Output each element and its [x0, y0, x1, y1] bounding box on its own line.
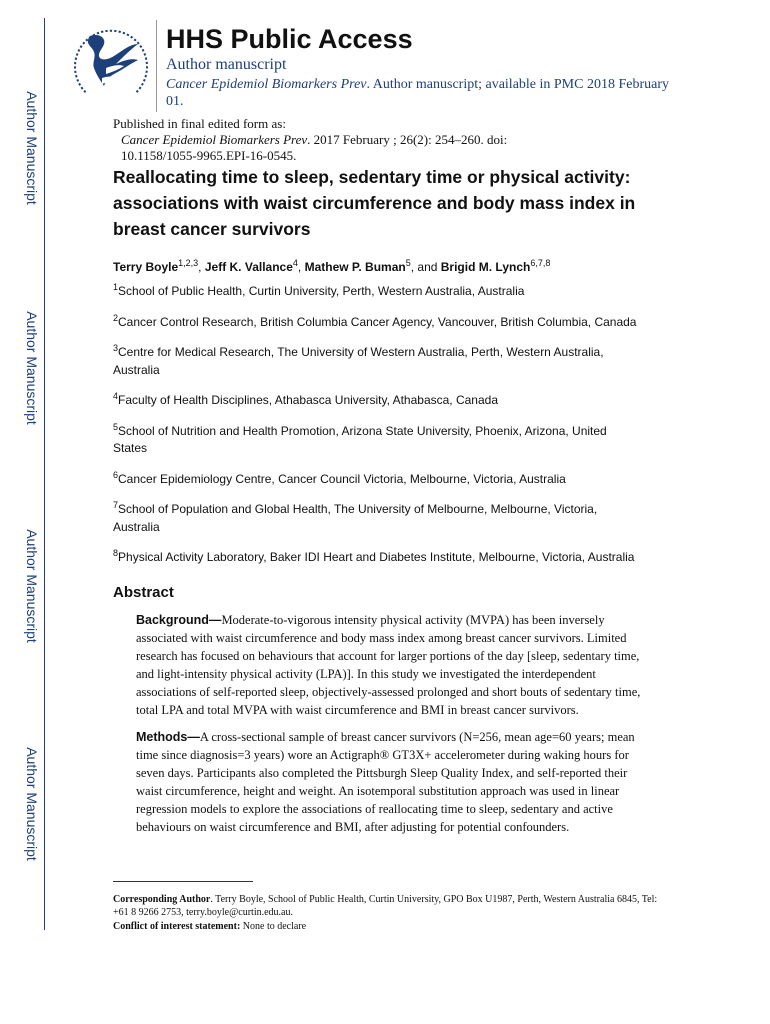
author-affiliation-marker: 5	[405, 258, 411, 268]
affiliation-text: Cancer Epidemiology Centre, Cancer Council Victoria, Melbourne, Victoria, Australia	[118, 471, 566, 486]
author-separator: ,	[297, 260, 305, 274]
abstract-heading: Abstract	[113, 584, 174, 601]
side-label-2: Author Manuscript	[24, 311, 41, 425]
methods-text: A cross-sectional sample of breast cancer survivors (N=256, mean age=60 years; mean time since diagnosis=3 years) wore an Actigraph® GT3X+ accelerometer during waking hours for seven days. Participants also completed the Pittsburgh Sleep Quality Index, and self-reported their waist circumference, height and weight. An isotemporal substitution approach was used in linear regression models to explore the associations of reallocating time to sleep, sedentary and active behaviours on waist circumference and BMI, after adjusting for potential confounders.	[136, 730, 635, 834]
affiliation-text: Faculty of Health Disciplines, Athabasca University, Athabasca, Canada	[118, 393, 498, 407]
citation-line	[113, 132, 673, 148]
availability-text: . Author manuscript; available in PMC 2018 February 01.	[166, 77, 670, 109]
affiliation-list	[113, 279, 643, 576]
conflict-of-interest-note	[113, 920, 673, 933]
affiliation-number: 5	[113, 421, 119, 432]
affiliation-text: Physical Activity Laboratory, Baker IDI Heart and Diabetes Institute, Melbourne, Victoria, Australia	[118, 550, 635, 564]
corresponding-label: Corresponding Author	[113, 894, 211, 905]
abstract-background	[136, 611, 648, 719]
affiliation-text: Centre for Medical Research, The University of Western Australia, Perth, Western Australia, Australia	[113, 345, 604, 377]
author-separator: ,	[198, 260, 205, 274]
header-divider	[156, 20, 157, 112]
author-name: Terry Boyle	[113, 260, 179, 274]
citation-journal: Cancer Epidemiol Biomarkers Prev	[121, 132, 308, 147]
author-name: Brigid M. Lynch	[440, 260, 531, 274]
author-name: Jeff K. Vallance	[204, 260, 293, 274]
affiliation-number: 4	[113, 391, 119, 401]
hhs-logo-icon	[66, 18, 156, 110]
manuscript-availability	[166, 76, 686, 110]
side-label-3: Author Manuscript	[24, 529, 41, 643]
hhs-public-access-title: HHS Public Access	[166, 24, 413, 54]
background-label: Background—	[136, 613, 222, 627]
citation-details: . 2017 February ; 26(2): 254–260. doi:	[307, 132, 508, 147]
corresponding-text: . Terry Boyle, School of Public Health, Curtin University, GPO Box U1987, Perth, Western Australia 6845, Tel: +61 8 9266 2753, terry.boyle@curtin.edu.au.	[113, 894, 658, 918]
conflict-text: None to declare	[240, 921, 307, 932]
affiliation-number: 1	[113, 282, 119, 292]
published-citation	[113, 116, 673, 164]
footnote-divider	[113, 881, 253, 882]
author-list	[113, 258, 713, 274]
background-text: Moderate-to-vigorous intensity physical activity (MVPA) has been inversely associated with waist circumference and body mass index among breast cancer survivors. Limited research has focused on behaviours that account for larger portions of the day [sleep, sedentary time, and light-intensity physical activity (LPA)]. In this study we investigated the interdependent associations of self-reported sleep, objectively-assessed prolonged and short bouts of sedentary time, total LPA and total MVPA with waist circumference and BMI in breast cancer survivors.	[136, 613, 641, 717]
abstract-methods	[136, 728, 648, 836]
affiliation-item	[113, 388, 643, 410]
affiliation-item	[113, 419, 643, 458]
article-title: Reallocating time to sleep, sedentary time or physical activity: associations with waist circumference and body mass index in breast cancer survivors	[113, 167, 636, 239]
affiliation-number: 3	[113, 343, 119, 353]
affiliation-text: School of Public Health, Curtin University, Perth, Western Australia, Australia	[118, 284, 525, 298]
availability-journal: Cancer Epidemiol Biomarkers Prev	[166, 77, 367, 92]
author-separator: , and	[410, 260, 441, 274]
side-rule	[44, 18, 45, 930]
affiliation-text: Cancer Control Research, British Columbia Cancer Agency, Vancouver, British Columbia, Canada	[118, 314, 637, 329]
affiliation-item	[113, 310, 643, 332]
affiliation-item	[113, 279, 643, 301]
conflict-label: Conflict of interest statement:	[113, 921, 241, 932]
affiliation-number: 7	[113, 500, 119, 510]
affiliation-text: School of Population and Global Health, The University of Melbourne, Melbourne, Victoria, Australia	[113, 502, 598, 534]
affiliation-text: School of Nutrition and Health Promotion, Arizona State University, Phoenix, Arizona, United States	[113, 423, 607, 455]
author-affiliation-marker: 4	[292, 258, 298, 268]
affiliation-number: 8	[113, 548, 119, 558]
affiliation-number: 2	[113, 312, 119, 323]
affiliation-item	[113, 340, 643, 379]
author-name: Mathew P. Buman	[304, 260, 406, 274]
author-manuscript-label: Author manuscript	[166, 56, 287, 73]
side-label-4: Author Manuscript	[24, 747, 41, 861]
affiliation-item	[113, 545, 643, 567]
corresponding-author-note	[113, 893, 673, 919]
author-affiliation-marker: 1,2,3	[178, 258, 199, 268]
citation-doi: 10.1158/1055-9965.EPI-16-0545.	[121, 148, 297, 163]
affiliation-item	[113, 467, 643, 489]
published-intro: Published in final edited form as:	[113, 116, 286, 131]
author-affiliation-marker: 6,7,8	[530, 258, 551, 268]
affiliation-number: 6	[113, 469, 119, 480]
side-label-1: Author Manuscript	[24, 91, 41, 205]
affiliation-item	[113, 497, 643, 536]
methods-label: Methods—	[136, 730, 200, 744]
